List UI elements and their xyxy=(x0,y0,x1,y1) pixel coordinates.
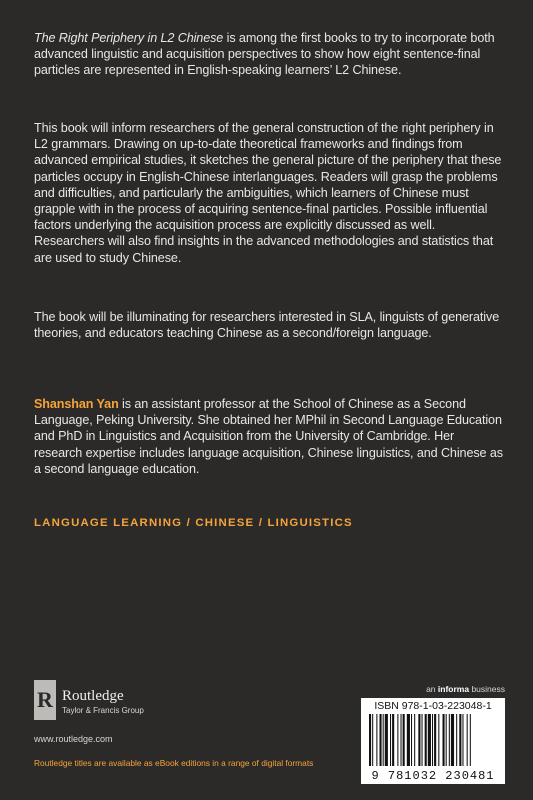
publisher-url[interactable]: www.routledge.com xyxy=(34,734,113,744)
author-bio xyxy=(34,396,504,477)
author-bio-text: is an assistant professor at the School of Chinese as a Second Language, Peking University. She obtained her MPhil in Second Language Education and PhD in Linguistics and Acquisition from the University of Cambridge. Her research expertise includes language acquisition, Chinese linguistics, and Chinese as a second language education. xyxy=(34,397,503,476)
description-paragraph-3: The book will be illuminating for researchers interested in SLA, linguists of generative theories, and educators teaching Chinese as a second/foreign language. xyxy=(34,310,500,341)
author-name: Shanshan Yan xyxy=(34,397,119,411)
book-title-inline: The Right Periphery in L2 Chinese xyxy=(34,31,224,45)
informa-business-label: an informa business xyxy=(426,684,505,694)
barcode-box xyxy=(361,698,505,784)
barcode-digits: 9 781032 230481 xyxy=(371,769,495,783)
ebook-note: Routledge titles are available as eBook editions in a range of digital formats xyxy=(34,758,314,768)
publisher-group: Taylor & Francis Group xyxy=(62,706,144,715)
isbn-label: ISBN 978-1-03-223048-1 xyxy=(374,700,492,712)
description-paragraph-1-text: is among the first books to try to incorporate both advanced linguistic and acquisition perspectives to show how eight sentence-final particles are represented in English-speaking learners’ L2 Chinese. xyxy=(34,31,495,78)
description-paragraph-2: This book will inform researchers of the general construction of the right periphery in L2 grammars. Drawing on up-to-date theoretical frameworks and findings from advanced empirical studies, it sketches the general picture of the periphery that these particles occupy in English-Chinese interlanguages. Readers will grasp the problems and difficulties, and particularly the ambiguities, which learners of Chinese must grapple with in the process of acquiring sentence-final particles. Possible influential factors underlying the acquisition process are explicitly discussed as well. Researchers will also find insights in the advanced methodologies and statistics that are used to study Chinese. xyxy=(34,121,502,265)
routledge-logo-icon: R xyxy=(34,680,56,720)
publisher-name: Routledge xyxy=(62,688,124,704)
informa-brand: informa xyxy=(437,684,470,694)
subject-categories: LANGUAGE LEARNING / CHINESE / LINGUISTICS xyxy=(34,517,353,529)
barcode-icon xyxy=(367,714,499,766)
description-paragraph-1 xyxy=(34,30,504,79)
